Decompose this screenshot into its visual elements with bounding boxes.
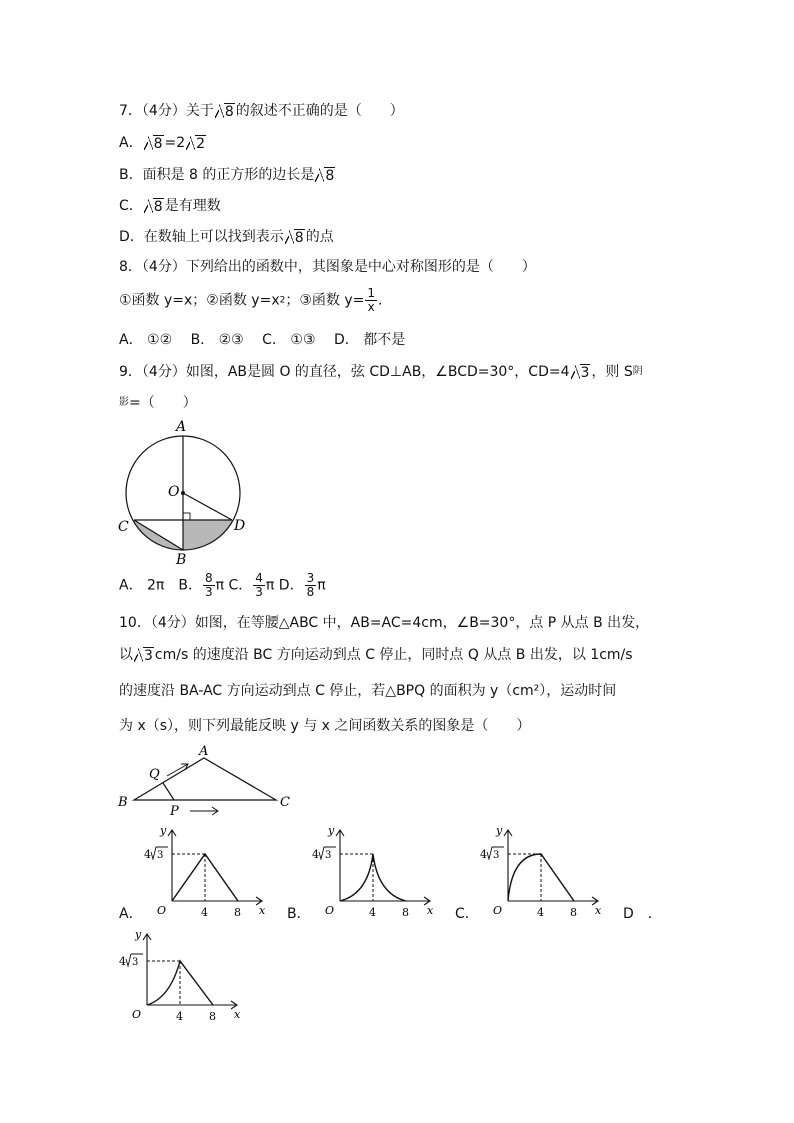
graph-option-d-label: D ．	[623, 906, 662, 922]
svg-text:O: O	[157, 904, 167, 917]
axes	[336, 830, 430, 905]
q8-functions: ①函数 y=x；②函数 y=x2；③函数 y= $\frac{1}{x}$ .	[119, 286, 383, 314]
svg-text:4: 4	[312, 848, 319, 861]
q10-line4: 为 x（s），则下列最能反映 y 与 x 之间函数关系的图象是（ ）	[119, 718, 531, 734]
svg-text:4: 4	[201, 906, 208, 919]
q8-stem: 8．（4分）下列给出的函数中，其图象是中心对称图形的是（ ）	[119, 259, 536, 275]
q7-option-d: D．在数轴上可以找到表示 8 的点	[119, 229, 334, 246]
center-dot	[181, 491, 185, 495]
q7-stem: 7．（4分）关于 8 的叙述不正确的是（ ）	[119, 103, 404, 120]
svg-text:y: y	[135, 928, 142, 941]
svg-text:O: O	[325, 904, 335, 917]
svg-text:4: 4	[119, 955, 126, 968]
q9-options: A． 2π B． $\frac{8}{3}$ π C． $\frac{4}{3}$ π D． $\frac{3}{8}$ π	[119, 571, 326, 599]
label-a: A	[176, 419, 187, 435]
graph-option-a-label: A．	[119, 906, 143, 922]
graph-c	[476, 824, 606, 919]
graph-b	[308, 824, 438, 919]
q7-option-a: A． 8 =2 2	[119, 135, 206, 152]
label-q: Q	[149, 767, 160, 782]
q10-line2: 以 3 cm/s 的速度沿 BC 方向运动到点 C 停止，同时点 Q 从点 B 出发，以 1cm/s	[119, 647, 633, 664]
graph-option-b-label: B．	[287, 906, 311, 922]
svg-text:x: x	[259, 904, 266, 917]
q7-option-c: C． 8 是有理数	[119, 198, 221, 215]
q9-stem-cont: 影=（ ）	[119, 395, 197, 411]
svg-text:O: O	[493, 904, 503, 917]
label-c: C	[118, 519, 129, 535]
q7-option-b: B．面积是 8 的正方形的边长是 8	[119, 167, 335, 184]
svg-text:8: 8	[570, 906, 577, 919]
svg-text:4: 4	[480, 848, 487, 861]
q10-line1: 10．（4分）如图，在等腰△ABC 中，AB=AC=4cm，∠B=30°，点 P 从点 B 出发，	[119, 615, 650, 631]
svg-text:8: 8	[209, 1010, 216, 1023]
label-p: P	[170, 804, 179, 819]
svg-text:y: y	[328, 824, 335, 837]
q8-options: A． ①② B． ②③ C． ①③ D． 都不是	[119, 332, 406, 348]
label-b: B	[118, 795, 128, 810]
label-c: C	[280, 795, 290, 810]
q9-circle-figure	[114, 416, 254, 568]
svg-text:3: 3	[325, 850, 332, 861]
q10-triangle-figure	[114, 742, 304, 822]
svg-text:3: 3	[132, 957, 139, 968]
axes	[143, 934, 237, 1009]
svg-text:8: 8	[234, 906, 241, 919]
right-angle-mark	[183, 513, 190, 520]
svg-text:4: 4	[369, 906, 376, 919]
svg-text:4: 4	[144, 848, 151, 861]
label-a: A	[199, 744, 209, 759]
q10-line3: 的速度沿 BA-AC 方向运动到点 C 停止，若△BPQ 的面积为 y（cm²），运动时间	[119, 683, 617, 699]
svg-text:O: O	[132, 1008, 142, 1021]
svg-text:x: x	[595, 904, 602, 917]
label-o: O	[168, 484, 180, 500]
svg-text:x: x	[427, 904, 434, 917]
graph-a	[140, 824, 270, 919]
svg-text:4: 4	[537, 906, 544, 919]
graph-d	[115, 928, 245, 1023]
svg-text:y: y	[496, 824, 503, 837]
segment-pq	[163, 783, 174, 800]
label-b: B	[176, 552, 187, 568]
svg-text:8: 8	[402, 906, 409, 919]
label-d: D	[234, 518, 246, 534]
svg-text:3: 3	[157, 850, 164, 861]
q9-stem: 9．（4分）如图，AB是圆 O 的直径，弦 CD⊥AB，∠BCD=30°，CD=4 3 ，则 S阴	[119, 364, 643, 381]
svg-text:3: 3	[493, 850, 500, 861]
svg-text:4: 4	[176, 1010, 183, 1023]
svg-text:x: x	[234, 1008, 241, 1021]
svg-text:y: y	[160, 824, 167, 837]
graph-option-c-label: C．	[455, 906, 479, 922]
